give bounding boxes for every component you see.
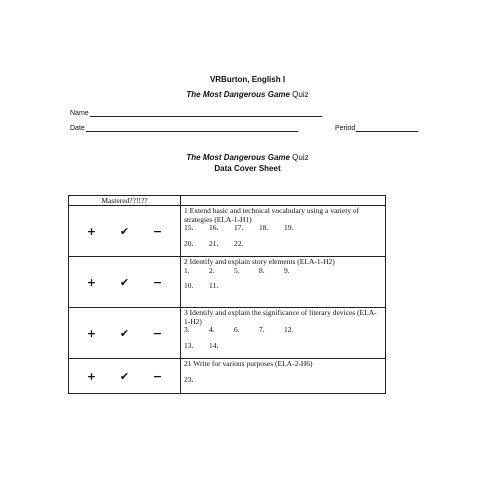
table-row: [69, 257, 386, 308]
objective-text: 1 Extend basic and technical vocabulary using a variety of strategies (ELA-1-H1): [184, 206, 360, 224]
question-number: 16.: [209, 223, 219, 232]
objective-header: [181, 196, 386, 206]
minus-mark[interactable]: −: [152, 275, 163, 289]
question-number: 15.: [184, 223, 194, 232]
question-numbers-line1: [184, 267, 382, 276]
mastery-marks: [69, 257, 181, 308]
period-field[interactable]: [335, 124, 418, 132]
data-cover-sheet-subtitle: Data Cover Sheet: [214, 164, 281, 173]
question-number: 8.: [259, 265, 265, 275]
date-line[interactable]: [86, 124, 298, 132]
plus-mark[interactable]: +: [86, 224, 97, 238]
question-number: 20.: [184, 238, 194, 248]
question-number: 12.: [284, 325, 294, 334]
mastered-header: Mastered??!!??: [69, 196, 181, 206]
plus-mark[interactable]: +: [86, 369, 97, 383]
teacher-course-heading: VRBurton, English I: [209, 75, 286, 84]
objective-text: 2 Identify and explain story elements (ELA-1-H2): [184, 257, 335, 266]
quiz-title-plain: Quiz: [289, 90, 309, 99]
minus-mark[interactable]: −: [152, 369, 163, 383]
cover-title-plain: Quiz: [289, 153, 309, 162]
quiz-title: [0, 90, 495, 99]
question-number: 22.: [234, 238, 244, 248]
cover-title-line: [0, 152, 495, 163]
period-line[interactable]: [356, 124, 418, 132]
question-numbers-line2: [184, 282, 382, 291]
check-mark[interactable]: ✔: [119, 326, 130, 340]
plus-mark[interactable]: +: [86, 275, 97, 289]
question-number: 1.: [184, 265, 190, 275]
mastery-marks: [69, 308, 181, 359]
objective-cell: [181, 257, 386, 308]
question-numbers-line2: [184, 240, 382, 249]
question-number: 13.: [184, 340, 194, 350]
objective-cell: [181, 206, 386, 257]
period-label: Period: [335, 125, 356, 132]
table-row: [69, 206, 386, 257]
quiz-title-italic: The Most Dangerous Game: [186, 90, 290, 99]
question-number: 2.: [209, 265, 215, 275]
question-number: 19.: [284, 223, 294, 232]
question-number: 11.: [209, 281, 219, 290]
date-field[interactable]: [70, 124, 298, 132]
question-number: 10.: [184, 281, 194, 290]
question-number: 3.: [184, 325, 190, 334]
question-numbers-line1: [184, 224, 382, 233]
cover-title: [0, 152, 495, 174]
question-numbers-line1: [184, 326, 382, 335]
table-row: [69, 308, 386, 359]
question-number: 6.: [234, 325, 240, 334]
question-number: 4.: [209, 325, 215, 334]
table-row: [69, 359, 386, 394]
check-mark[interactable]: ✔: [119, 275, 130, 289]
question-number: 21.: [209, 238, 219, 248]
question-number: 14.: [209, 340, 219, 350]
question-number: 23.: [184, 374, 194, 384]
minus-mark[interactable]: −: [152, 224, 163, 238]
objective-text: 3 Identify and explain the significance of literary devices (ELA-1-H2): [184, 308, 377, 326]
mastery-marks: [69, 359, 181, 394]
plus-mark[interactable]: +: [86, 326, 97, 340]
question-number: 17.: [234, 223, 244, 232]
objective-cell: [181, 359, 386, 394]
name-field[interactable]: [70, 109, 322, 117]
mastery-marks: [69, 206, 181, 257]
question-number: 18.: [259, 223, 269, 232]
question-number: 9.: [284, 265, 290, 275]
table-header-row: [69, 196, 386, 206]
cover-title-italic: The Most Dangerous Game: [186, 153, 290, 162]
date-label: Date: [70, 125, 85, 132]
check-mark[interactable]: ✔: [119, 224, 130, 238]
question-numbers-line2: [184, 376, 382, 385]
mastery-table: [68, 195, 386, 394]
question-number: 5.: [234, 265, 240, 275]
question-number: 7.: [259, 325, 265, 334]
question-numbers-line2: [184, 342, 382, 351]
name-line[interactable]: [90, 109, 322, 117]
check-mark[interactable]: ✔: [119, 369, 130, 383]
objective-text: 21 Write for various purposes (ELA-2-H6): [184, 359, 313, 368]
objective-cell: [181, 308, 386, 359]
name-label: Name: [70, 110, 89, 117]
minus-mark[interactable]: −: [152, 326, 163, 340]
